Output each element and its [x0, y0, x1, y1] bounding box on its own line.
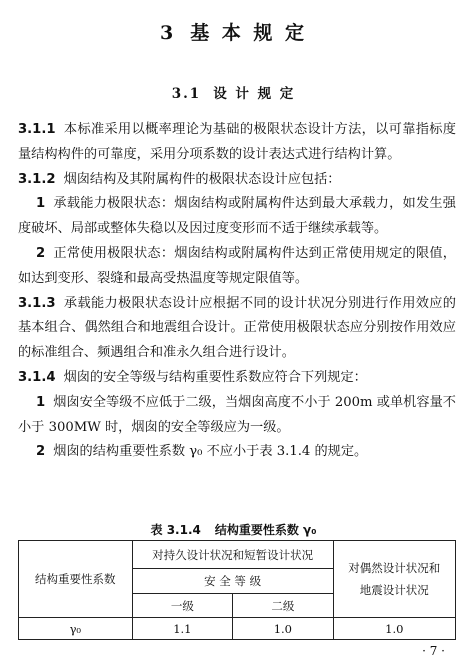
- paragraph-3-1-4-item-2: [18, 440, 456, 465]
- paragraph-3-1-1: [18, 118, 456, 168]
- paragraph-3-1-3: [18, 292, 456, 366]
- table-caption-title: 结构重要性系数 γ₀: [214, 523, 317, 537]
- clause-number: 3.1.1: [18, 122, 56, 137]
- chapter-title-text: 基 本 规 定: [190, 22, 308, 44]
- section-title: [0, 82, 467, 102]
- paragraph-text: 承载能力极限状态：烟囱结构或附属构件达到最大承载力，如发生强度破坏、局部或整体失稳以及因过度变形而不适于继续承载等。: [18, 196, 456, 237]
- paragraph-text: 本标准采用以概率理论为基础的极限状态设计方法，以可靠指标度量结构构件的可靠度，采用分项系数的设计表达式进行结构计算。: [18, 122, 456, 162]
- item-number: 1: [36, 394, 46, 410]
- table-header-row: [19, 541, 456, 569]
- persistent-header-cell: 对持久设计状况和短暂设计状况: [132, 541, 333, 569]
- row-header-cell: 结构重要性系数: [19, 541, 133, 618]
- grade-1-cell: 一级: [132, 594, 233, 618]
- paragraph-text: 烟囱安全等级不应低于二级，当烟囱高度不小于 200m 或单机容量不小于 300MW 时，烟囱的安全等级应为一级。: [18, 394, 456, 435]
- paragraph-text: 正常使用极限状态：烟囱结构或附属构件达到正常使用规定的限值，如达到变形、裂缝和最高受热温度等规定限值等。: [18, 245, 456, 286]
- table-row: [19, 618, 456, 640]
- section-number: 3.1: [171, 86, 202, 102]
- chapter-title: [0, 18, 467, 45]
- paragraph-3-1-2: [18, 168, 456, 193]
- table-caption: [0, 521, 467, 538]
- value-accidental-cell: 1.0: [333, 618, 455, 640]
- paragraph-3-1-2-item-2: [18, 242, 456, 292]
- grade-2-cell: 二级: [233, 594, 334, 618]
- importance-factor-table: [18, 540, 456, 640]
- value-grade-1-cell: 1.1: [132, 618, 233, 640]
- paragraph-text: 烟囱的安全等级与结构重要性系数应符合下列规定：: [63, 369, 367, 385]
- paragraph-text: 烟囱结构及其附属构件的极限状态设计应包括：: [63, 171, 341, 187]
- safety-grade-header-cell: 安 全 等 级: [132, 569, 333, 594]
- item-number: 1: [36, 196, 46, 212]
- accidental-header-cell: 对偶然设计状况和地震设计状况: [333, 541, 455, 618]
- paragraph-3-1-4: [18, 366, 456, 391]
- paragraph-3-1-2-item-1: [18, 192, 456, 242]
- paragraph-text: 烟囱的结构重要性系数 γ₀ 不应小于表 3.1.4 的规定。: [53, 444, 368, 460]
- chapter-number: 3: [159, 22, 177, 44]
- clause-number: 3.1.2: [18, 171, 56, 187]
- value-grade-2-cell: 1.0: [233, 618, 334, 640]
- page-number: · 7 ·: [422, 644, 445, 658]
- symbol-cell: γ₀: [19, 618, 133, 640]
- table-caption-number: 表 3.1.4: [150, 523, 201, 537]
- clause-number: 3.1.3: [18, 295, 56, 311]
- section-title-text: 设 计 规 定: [213, 86, 296, 102]
- item-number: 2: [36, 245, 46, 261]
- paragraph-text: 承载能力极限状态设计应根据不同的设计状况分别进行作用效应的基本组合、偶然组合和地震组合设计。正常使用极限状态应分别按作用效应的标准组合、频遇组合和准永久组合进行设计。: [18, 295, 456, 361]
- clause-number: 3.1.4: [18, 369, 56, 385]
- body-text: [18, 118, 456, 465]
- item-number: 2: [36, 444, 46, 460]
- paragraph-3-1-4-item-1: [18, 391, 456, 441]
